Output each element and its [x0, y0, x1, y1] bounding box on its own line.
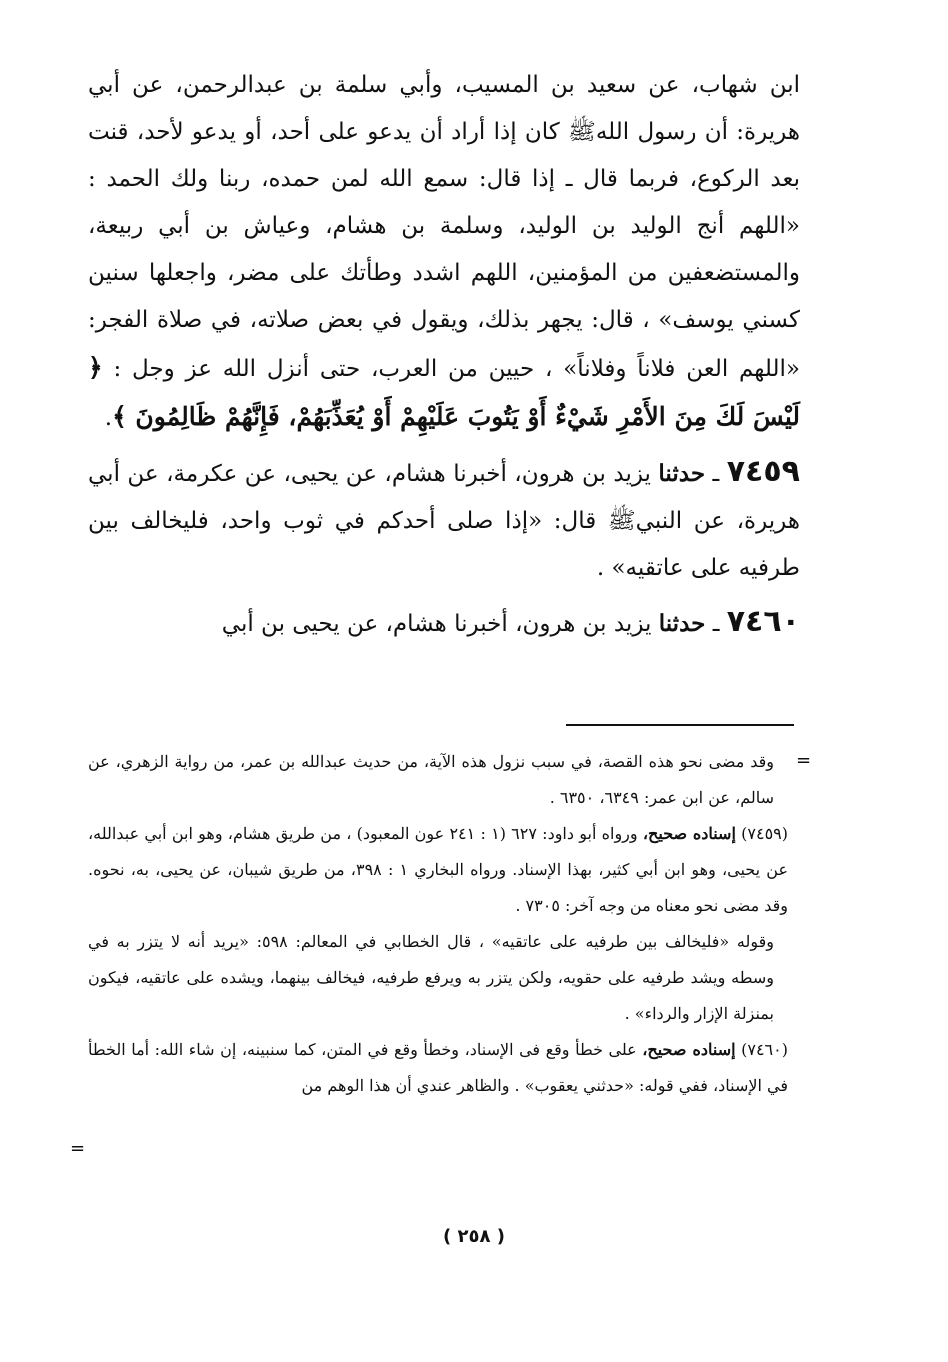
paragraph-continued [88, 62, 800, 442]
hadith-text: يزيد بن هرون، أخبرنا هشام، عن يحيى بن أبي [221, 611, 652, 637]
main-text [88, 62, 800, 648]
hadith-7459 [88, 448, 800, 592]
dash: ـ [712, 461, 720, 487]
footnote-continued: وقد مضى نحو هذه القصة، في سبب نزول هذه الآية، من حديث عبدالله بن عمر، من رواية الزهري، عن سالم، عن ابن عمر: ٦٣٤٩، ٦٣٥٠ . [88, 752, 774, 807]
footnote-grade: إسناده صحيح، [642, 1040, 736, 1059]
page-number: ( ٢٥٨ ) [443, 1226, 505, 1247]
footnote-7460 [88, 1032, 788, 1104]
continuation-mark-end: = [70, 1138, 86, 1159]
quran-verse: ﴿ لَيْسَ لَكَ مِنَ الأَمْرِ شَيْءٌ أَوْ يَتُوبَ عَلَيْهِمْ أَوْ يُعَذِّبَهُمْ، فَإِنَّهُمْ ظَالِمُونَ ﴾ [88, 353, 800, 431]
paragraph-text: ابن شهاب، عن سعيد بن المسيب، وأبي سلمة بن عبدالرحمن، عن أبي هريرة: أن رسول اللهﷺ كان إذا أراد أن يدعو على أحد، أو يدعو لأحد، قنت بعد الركوع، فربما قال ـ إذا قال: سمع الله لمن حمده، ربنا ولك الحمد : «اللهم أنج الوليد بن الوليد، وسلمة بن هشام، وعياش بن أبي ربيعة، والمستضعفين من المؤمنين، اللهم اشدد وطأتك على مضر، واجعلها سنين كسني يوسف» ، قال: يجهر بذلك، ويقول في بعض صلاته، في صلاة الفجر: «اللهم العن فلاناً وفلاناً» ، حيين من العرب، حتى أنزل الله عز وجل : [88, 72, 800, 382]
dash: ـ [712, 611, 720, 637]
footnote-separator [566, 724, 794, 726]
footnote-grade: إسناده صحيح، [642, 824, 736, 843]
footnote-text: على خطأ وقع فى الإسناد، وخطأ وقع في المتن، كما سنبينه، إن شاء الله: أما الخطأ في الإسناد، ففي قوله: «حدثني يعقوب» . والظاهر عندي أن هذا الوهم من [88, 1040, 788, 1095]
footnote-7459 [88, 816, 788, 924]
paragraph-end: . [104, 405, 113, 431]
hadith-lead: حدثنا [658, 460, 706, 487]
continuation-mark: = [796, 750, 812, 771]
footnote-ref: (٧٤٦٠) [741, 1040, 788, 1059]
footnote-7459-explanation: وقوله «فليخالف بين طرفيه على عاتقيه» ، قال الخطابي في المعالم: ٥٩٨: «يريد أنه لا يتزر به في وسطه ويشد طرفيه على حقويه، ولكن يتزر به ويرفع طرفيه، فيخالف بينهما، ويشده على عاتقيه، فيكون بمنزلة الإزار والرداء» . [88, 932, 775, 1023]
footnotes [88, 744, 788, 1104]
footnote-text: ورواه أبو داود: ٦٢٧ (١ : ٢٤١ عون المعبود) ، من طريق هشام، وهو ابن أبي عبدالله، عن يحيى، وهو ابن أبي كثير، بهذا الإسناد. ورواه البخاري ١ : ٣٩٨، من طريق شيبان، عن يحيى، به، نحوه. وقد مضى نحو معناه من وجه آخر: ٧٣٠٥ . [88, 824, 789, 915]
hadith-number: ٧٤٥٩ [726, 454, 800, 489]
footnote-ref: (٧٤٥٩) [741, 824, 788, 843]
hadith-lead: حدثنا [658, 610, 706, 637]
hadith-text: يزيد بن هرون، أخبرنا هشام، عن يحيى، عن عكرمة، عن أبي هريرة، عن النبيﷺ قال: «إذا صلى أحدكم في ثوب واحد، فليخالف بين طرفيه على عاتقيه» . [88, 461, 800, 581]
hadith-7460 [88, 598, 800, 648]
hadith-number: ٧٤٦٠ [726, 604, 800, 639]
